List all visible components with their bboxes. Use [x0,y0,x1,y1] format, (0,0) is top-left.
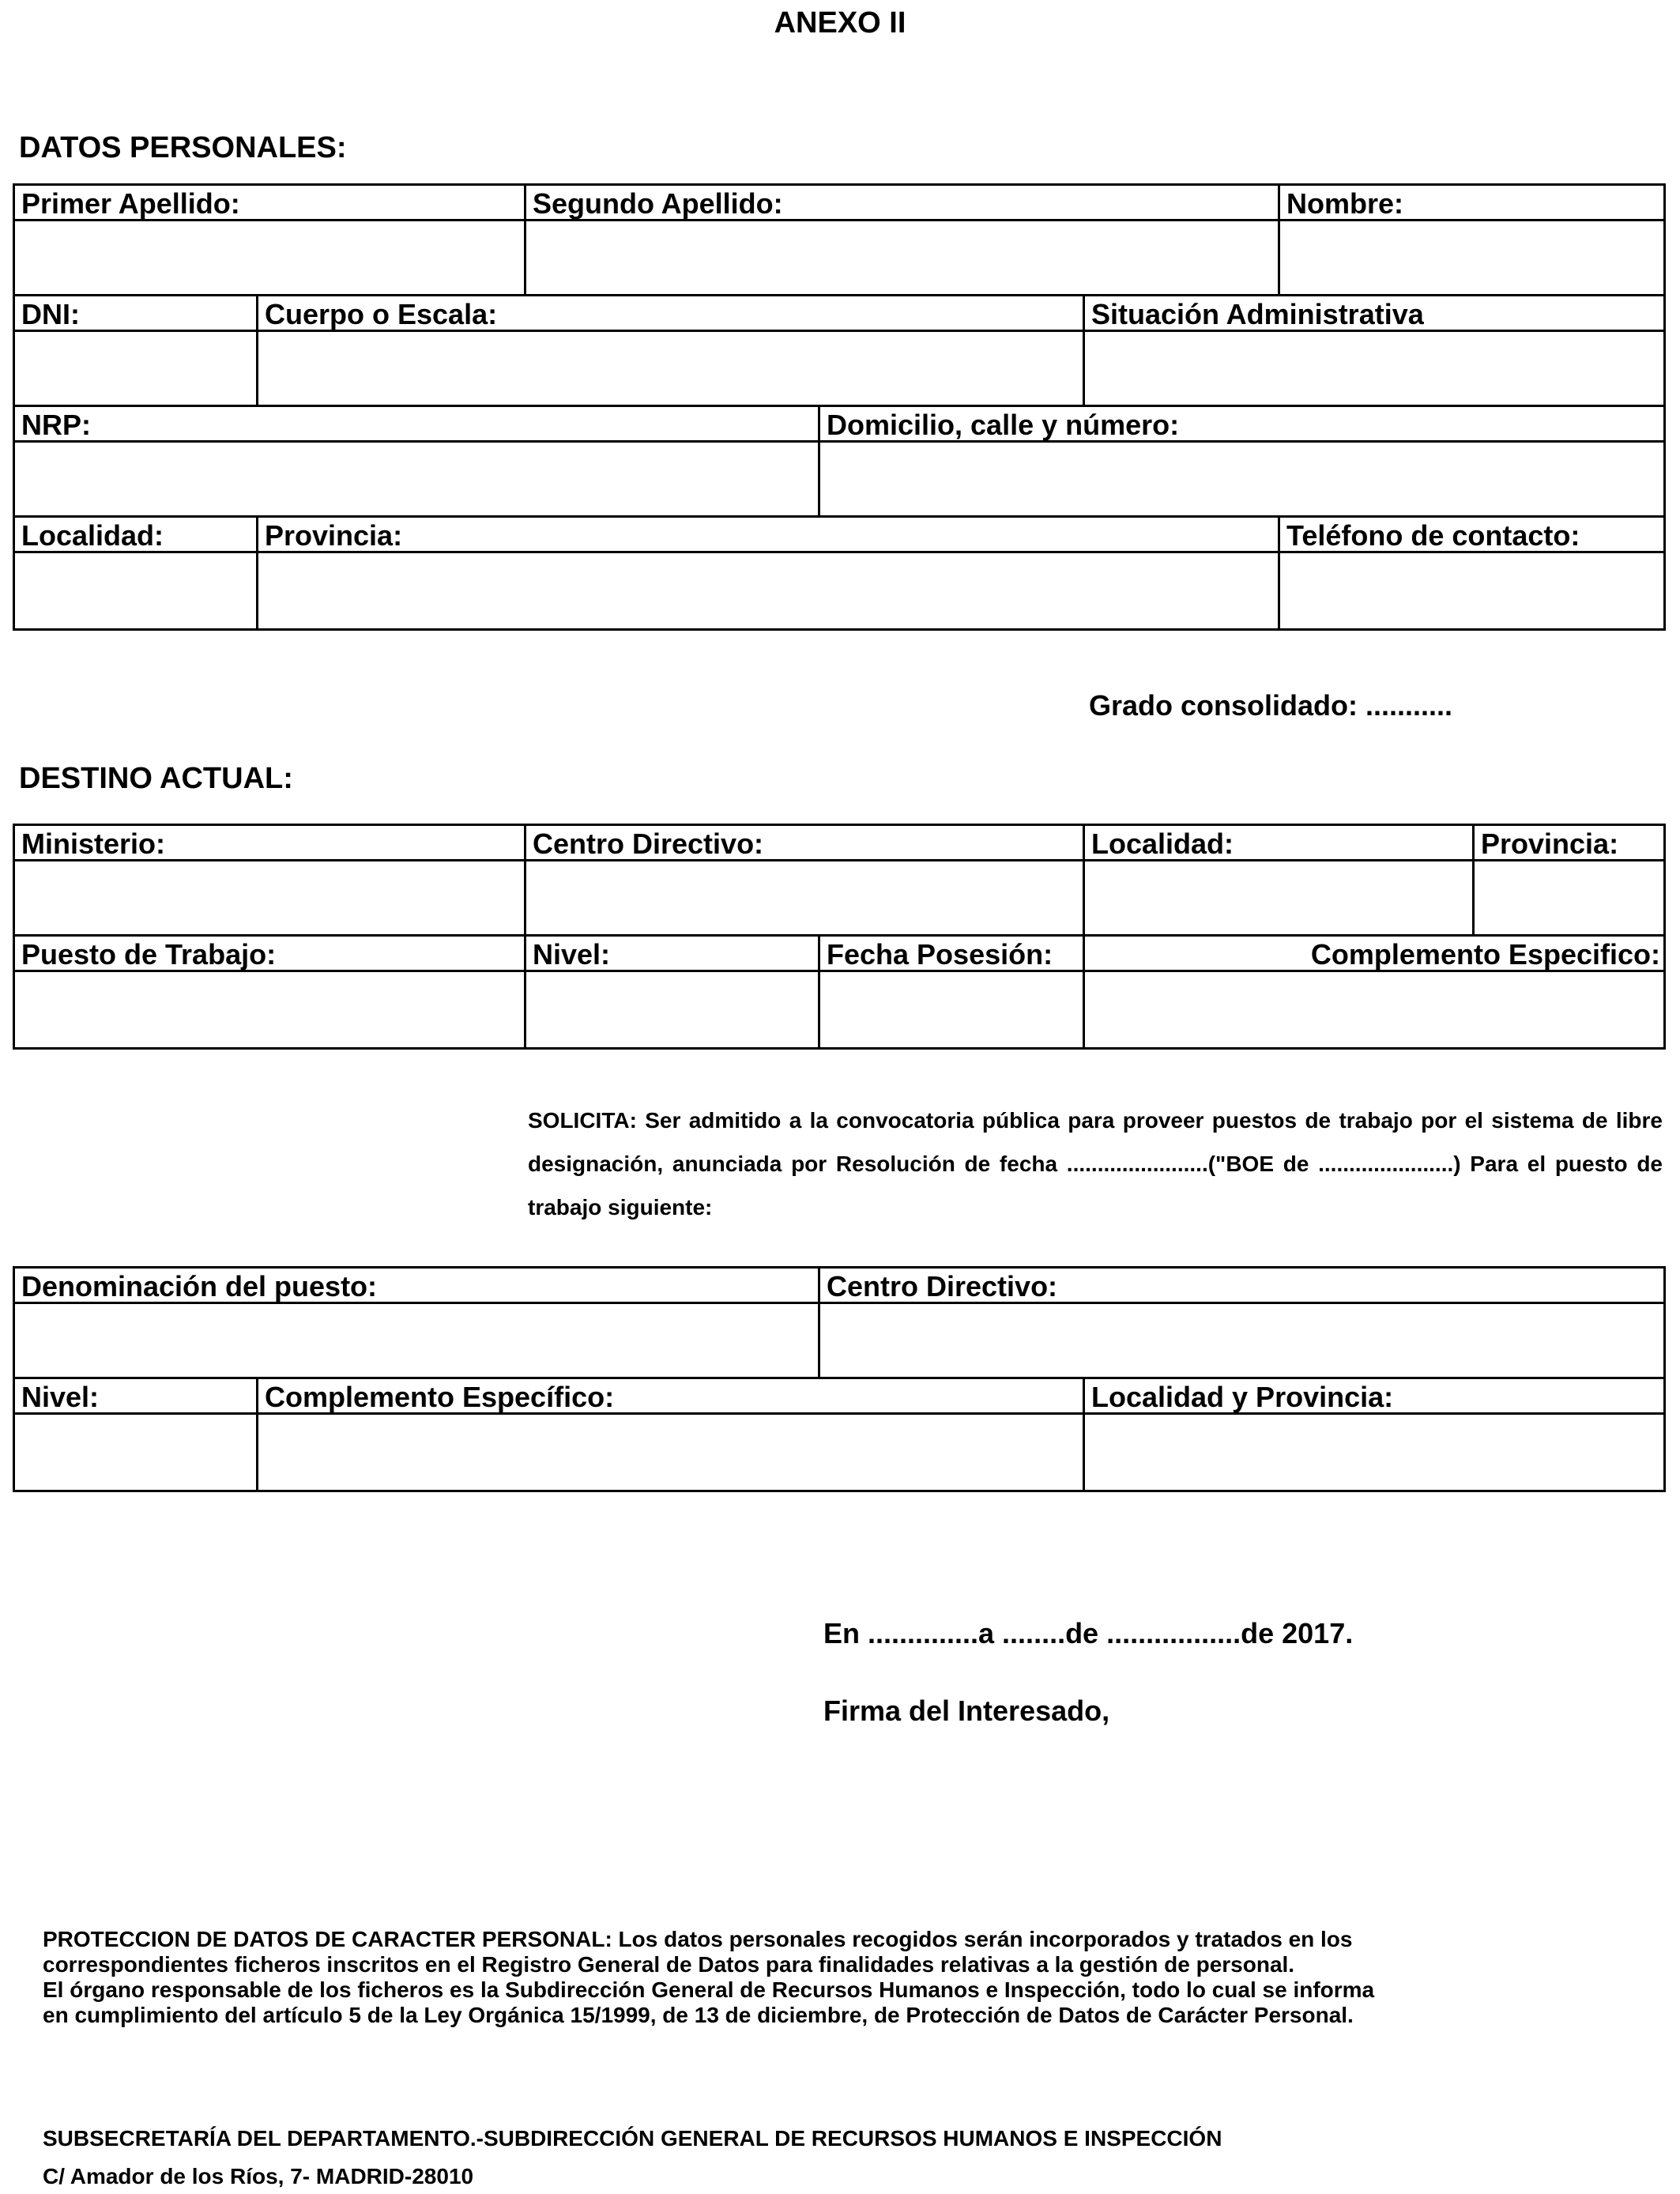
localidad-provincia-field[interactable] [1085,1415,1663,1490]
dni-field[interactable] [15,332,258,405]
label-provincia: Provincia: [1481,827,1619,859]
proteccion-datos-notice: PROTECCION DE DATOS DE CARACTER PERSONAL: Los datos personales recogidos serán incorporados y tratados en los correspondientes ficheros inscritos en el Registro General de Datos para finalidades relativas a la gestión de personal. El órgano responsable de los ficheros es la Subdirección General de Recursos Humanos e Inspección, todo lo cual se informa en cumplimiento del artículo 5 de la Ley Orgánica 15/1999, de 13 de diciembre, de Protección de Datos de Carácter Personal. [43,1927,1375,2027]
nivel-field[interactable] [526,972,820,1047]
localidad-field[interactable] [15,553,258,628]
table-input-row [15,1415,1663,1490]
page-title: ANEXO II [774,6,906,40]
label-fecha-posesion: Fecha Posesión: [820,937,1085,970]
table-header-row [15,186,1663,221]
firma-label: Firma del Interesado, [823,1695,1110,1727]
table-header-row [15,407,1663,443]
table-input-row [15,221,1663,296]
footer-department: SUBSECRETARÍA DEL DEPARTAMENTO.-SUBDIRECCIÓN GENERAL DE RECURSOS HUMANOS E INSPECCIÓN [43,2126,1222,2151]
label-nombre: Nombre: [1286,187,1404,219]
localidad-field[interactable] [1085,861,1475,934]
label-localidad: Localidad: [1085,826,1475,859]
fecha-posesion-field[interactable] [820,972,1085,1047]
label-localidad: Localidad: [15,518,258,551]
centro-directivo-field[interactable] [526,861,1085,934]
label-nivel: Nivel: [15,1379,258,1412]
fecha-line: En ..............a ........de .................de 2017. [823,1617,1354,1649]
table-input-row [15,443,1663,518]
table-header-row [15,518,1663,553]
situacion-administrativa-field[interactable] [1085,332,1663,405]
label-provincia: Provincia: [258,518,1280,551]
table-input-row [15,332,1663,407]
provincia-field[interactable] [1475,861,1663,934]
centro-directivo-field[interactable] [820,1304,1663,1377]
grado-consolidado: Grado consolidado: ........... [1089,689,1453,722]
label-nrp: NRP: [15,407,820,440]
denominacion-puesto-field[interactable] [15,1304,820,1377]
table-header-row [15,1269,1663,1304]
provincia-field[interactable] [258,553,1280,628]
label-centro-directivo: Centro Directivo: [526,826,1085,859]
label-centro-directivo: Centro Directivo: [827,1270,1058,1302]
label-primer-apellido: Primer Apellido: [15,186,526,219]
label-domicilio: Domicilio, calle y número: [827,409,1180,440]
label-cuerpo-escala: Cuerpo o Escala: [258,296,1085,330]
table-input-row [15,1304,1663,1379]
ministerio-field[interactable] [15,861,526,934]
nombre-field[interactable] [1280,221,1663,294]
primer-apellido-field[interactable] [15,221,526,294]
table-header-row [15,296,1663,332]
section-heading-datos-personales: DATOS PERSONALES: [19,131,347,164]
label-localidad-provincia: Localidad y Provincia: [1091,1381,1394,1412]
domicilio-field[interactable] [820,443,1663,515]
label-situacion-administrativa: Situación Administrativa [1091,298,1424,330]
label-complemento-especifico: Complemento Específico: [258,1379,1085,1412]
section-heading-destino-actual: DESTINO ACTUAL: [19,762,293,795]
nrp-field[interactable] [15,443,820,515]
segundo-apellido-field[interactable] [526,221,1280,294]
table-input-row [15,972,1663,1047]
label-segundo-apellido: Segundo Apellido: [526,186,1280,219]
complemento-especifico-field[interactable] [1085,972,1663,1047]
solicita-paragraph: SOLICITA: Ser admitido a la convocatoria pública para proveer puestos de trabajo por el sistema de libre designación, anunciada por Resolución de fecha .......................("BOE de ......................) Para el puesto de trabajo siguiente: [528,1108,1663,1220]
cuerpo-escala-field[interactable] [258,332,1085,405]
puesto-solicitado-table [13,1266,1666,1492]
label-telefono: Teléfono de contacto: [1286,519,1580,551]
label-nivel: Nivel: [526,937,820,970]
table-header-row [15,937,1663,972]
table-input-row [15,861,1663,937]
puesto-trabajo-field[interactable] [15,972,526,1047]
label-dni: DNI: [15,296,258,330]
table-header-row [15,1379,1663,1415]
telefono-field[interactable] [1280,553,1663,628]
destino-actual-table [13,824,1666,1050]
table-header-row [15,826,1663,861]
label-ministerio: Ministerio: [15,826,526,859]
table-input-row [15,553,1663,628]
label-complemento-especifico: Complemento Especifico: [1310,938,1660,970]
label-denominacion-puesto: Denominación del puesto: [15,1269,820,1302]
datos-personales-table [13,183,1666,631]
label-puesto-trabajo: Puesto de Trabajo: [15,937,526,970]
complemento-especifico-field[interactable] [258,1415,1085,1490]
nivel-field[interactable] [15,1415,258,1490]
footer-address: C/ Amador de los Ríos, 7- MADRID-28010 [43,2164,474,2188]
